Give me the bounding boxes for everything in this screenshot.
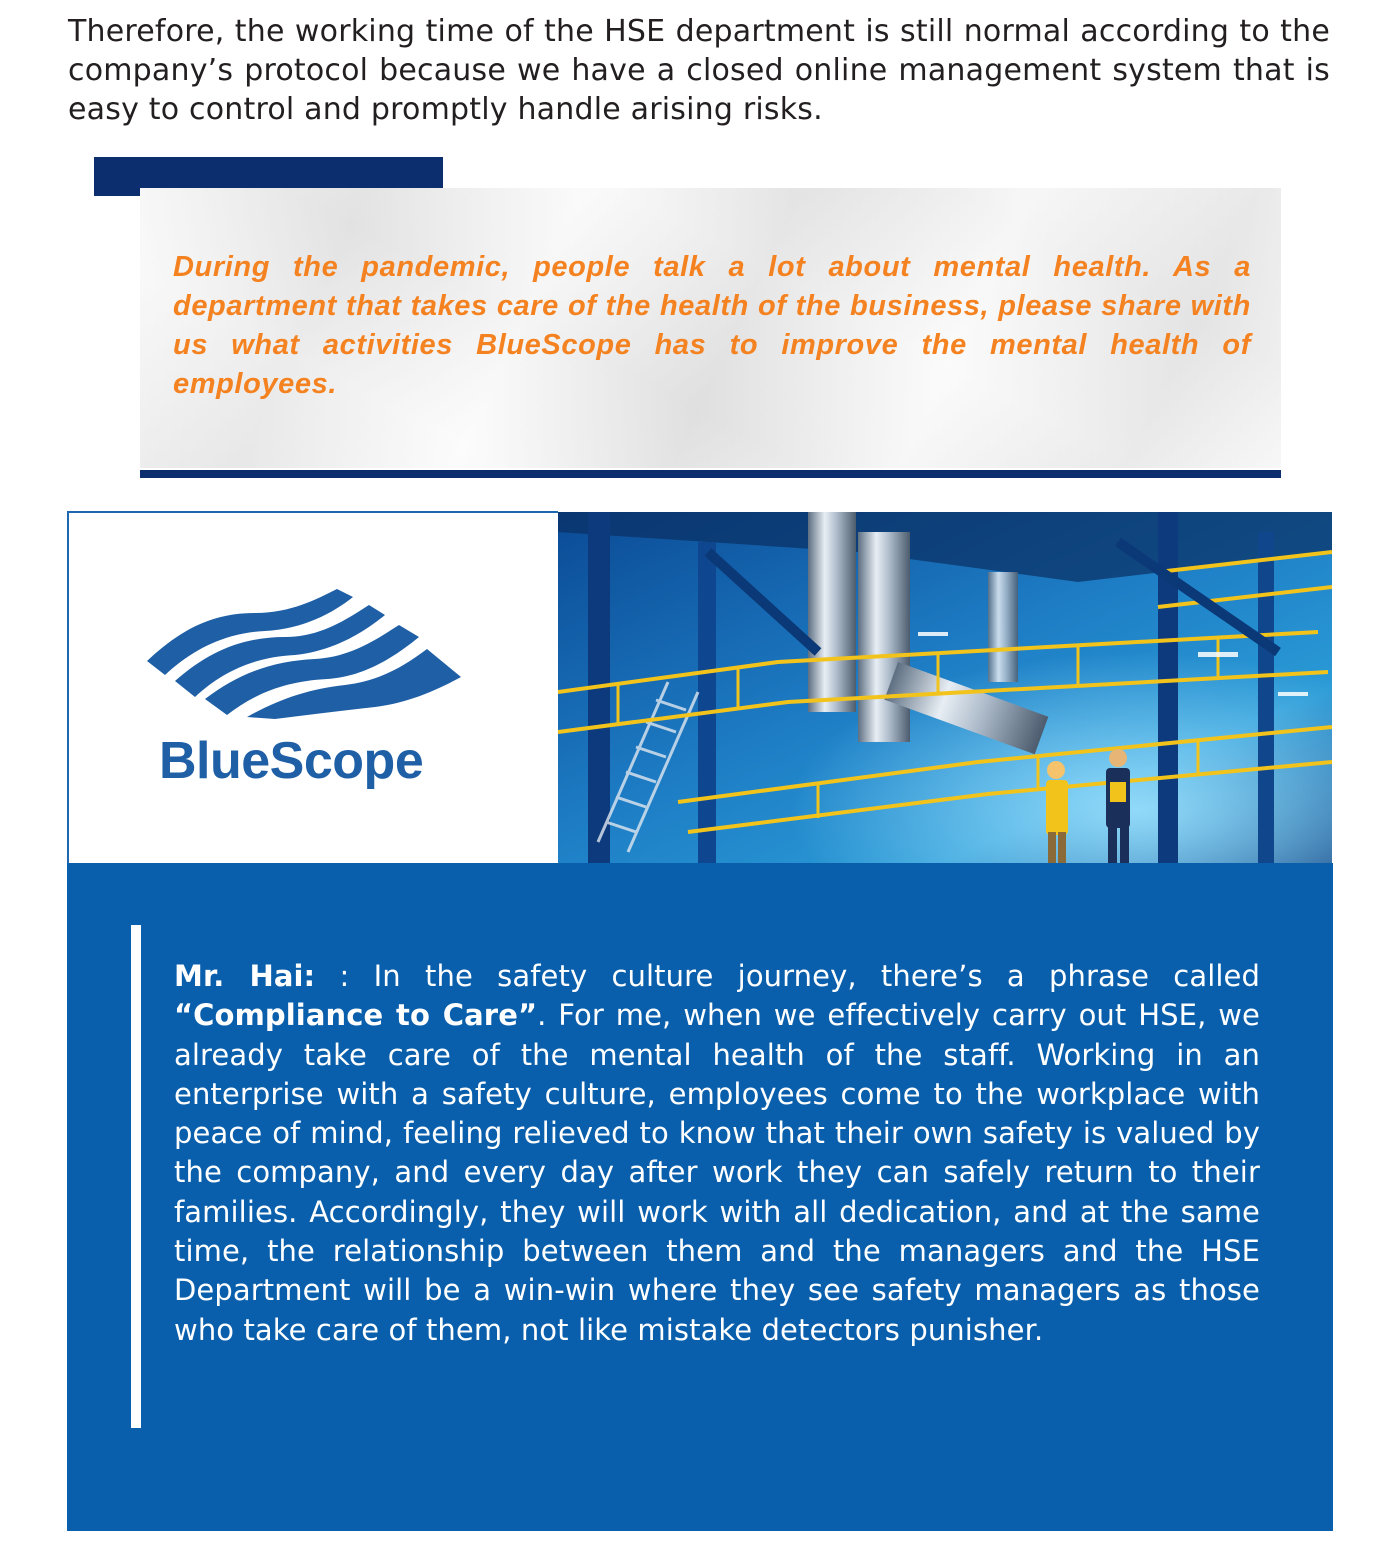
question-text: During the pandemic, people talk a lot about mental health. As a department that takes care of the health of the business, please share with us what activities BlueScope has to improve the mental health of employees. (173, 251, 1251, 400)
industrial-plant-photo (558, 512, 1332, 863)
logo-panel (67, 511, 558, 866)
answer-panel (67, 863, 1333, 1531)
answer-text-1: : In the safety culture journey, there’s a phrase called (315, 959, 1260, 993)
intro-paragraph: Therefore, the working time of the HSE department is still normal according to the company’s protocol because we have a closed online management system that is easy to control and promptly handle arising risks. (68, 14, 1330, 127)
quote-rule (131, 925, 141, 1428)
bluescope-wordmark: BlueScope (159, 732, 424, 790)
key-phrase: “Compliance to Care” (174, 998, 538, 1033)
answer-text-2: . For me, when we effectively carry out HSE, we already take care of the mental health of the staff. Working in an enterprise with a safety culture, employees come to the workplace with peace of mind, feeling relieved to know that their own safety is valued by the company, and every day after work they can safely return to their families. Accordingly, they will work with all dedication, and at the same time, the relationship between them and the managers and the HSE Department will be a win-win where they see safety managers as those who take care of them, not like mistake detectors punisher. (174, 998, 1260, 1347)
speaker-name: Mr. Hai: (174, 959, 316, 993)
bluescope-wave-logo-icon (147, 589, 467, 719)
answer-paragraph (174, 957, 1260, 1350)
question-box (140, 188, 1281, 468)
question-underline (140, 470, 1281, 478)
